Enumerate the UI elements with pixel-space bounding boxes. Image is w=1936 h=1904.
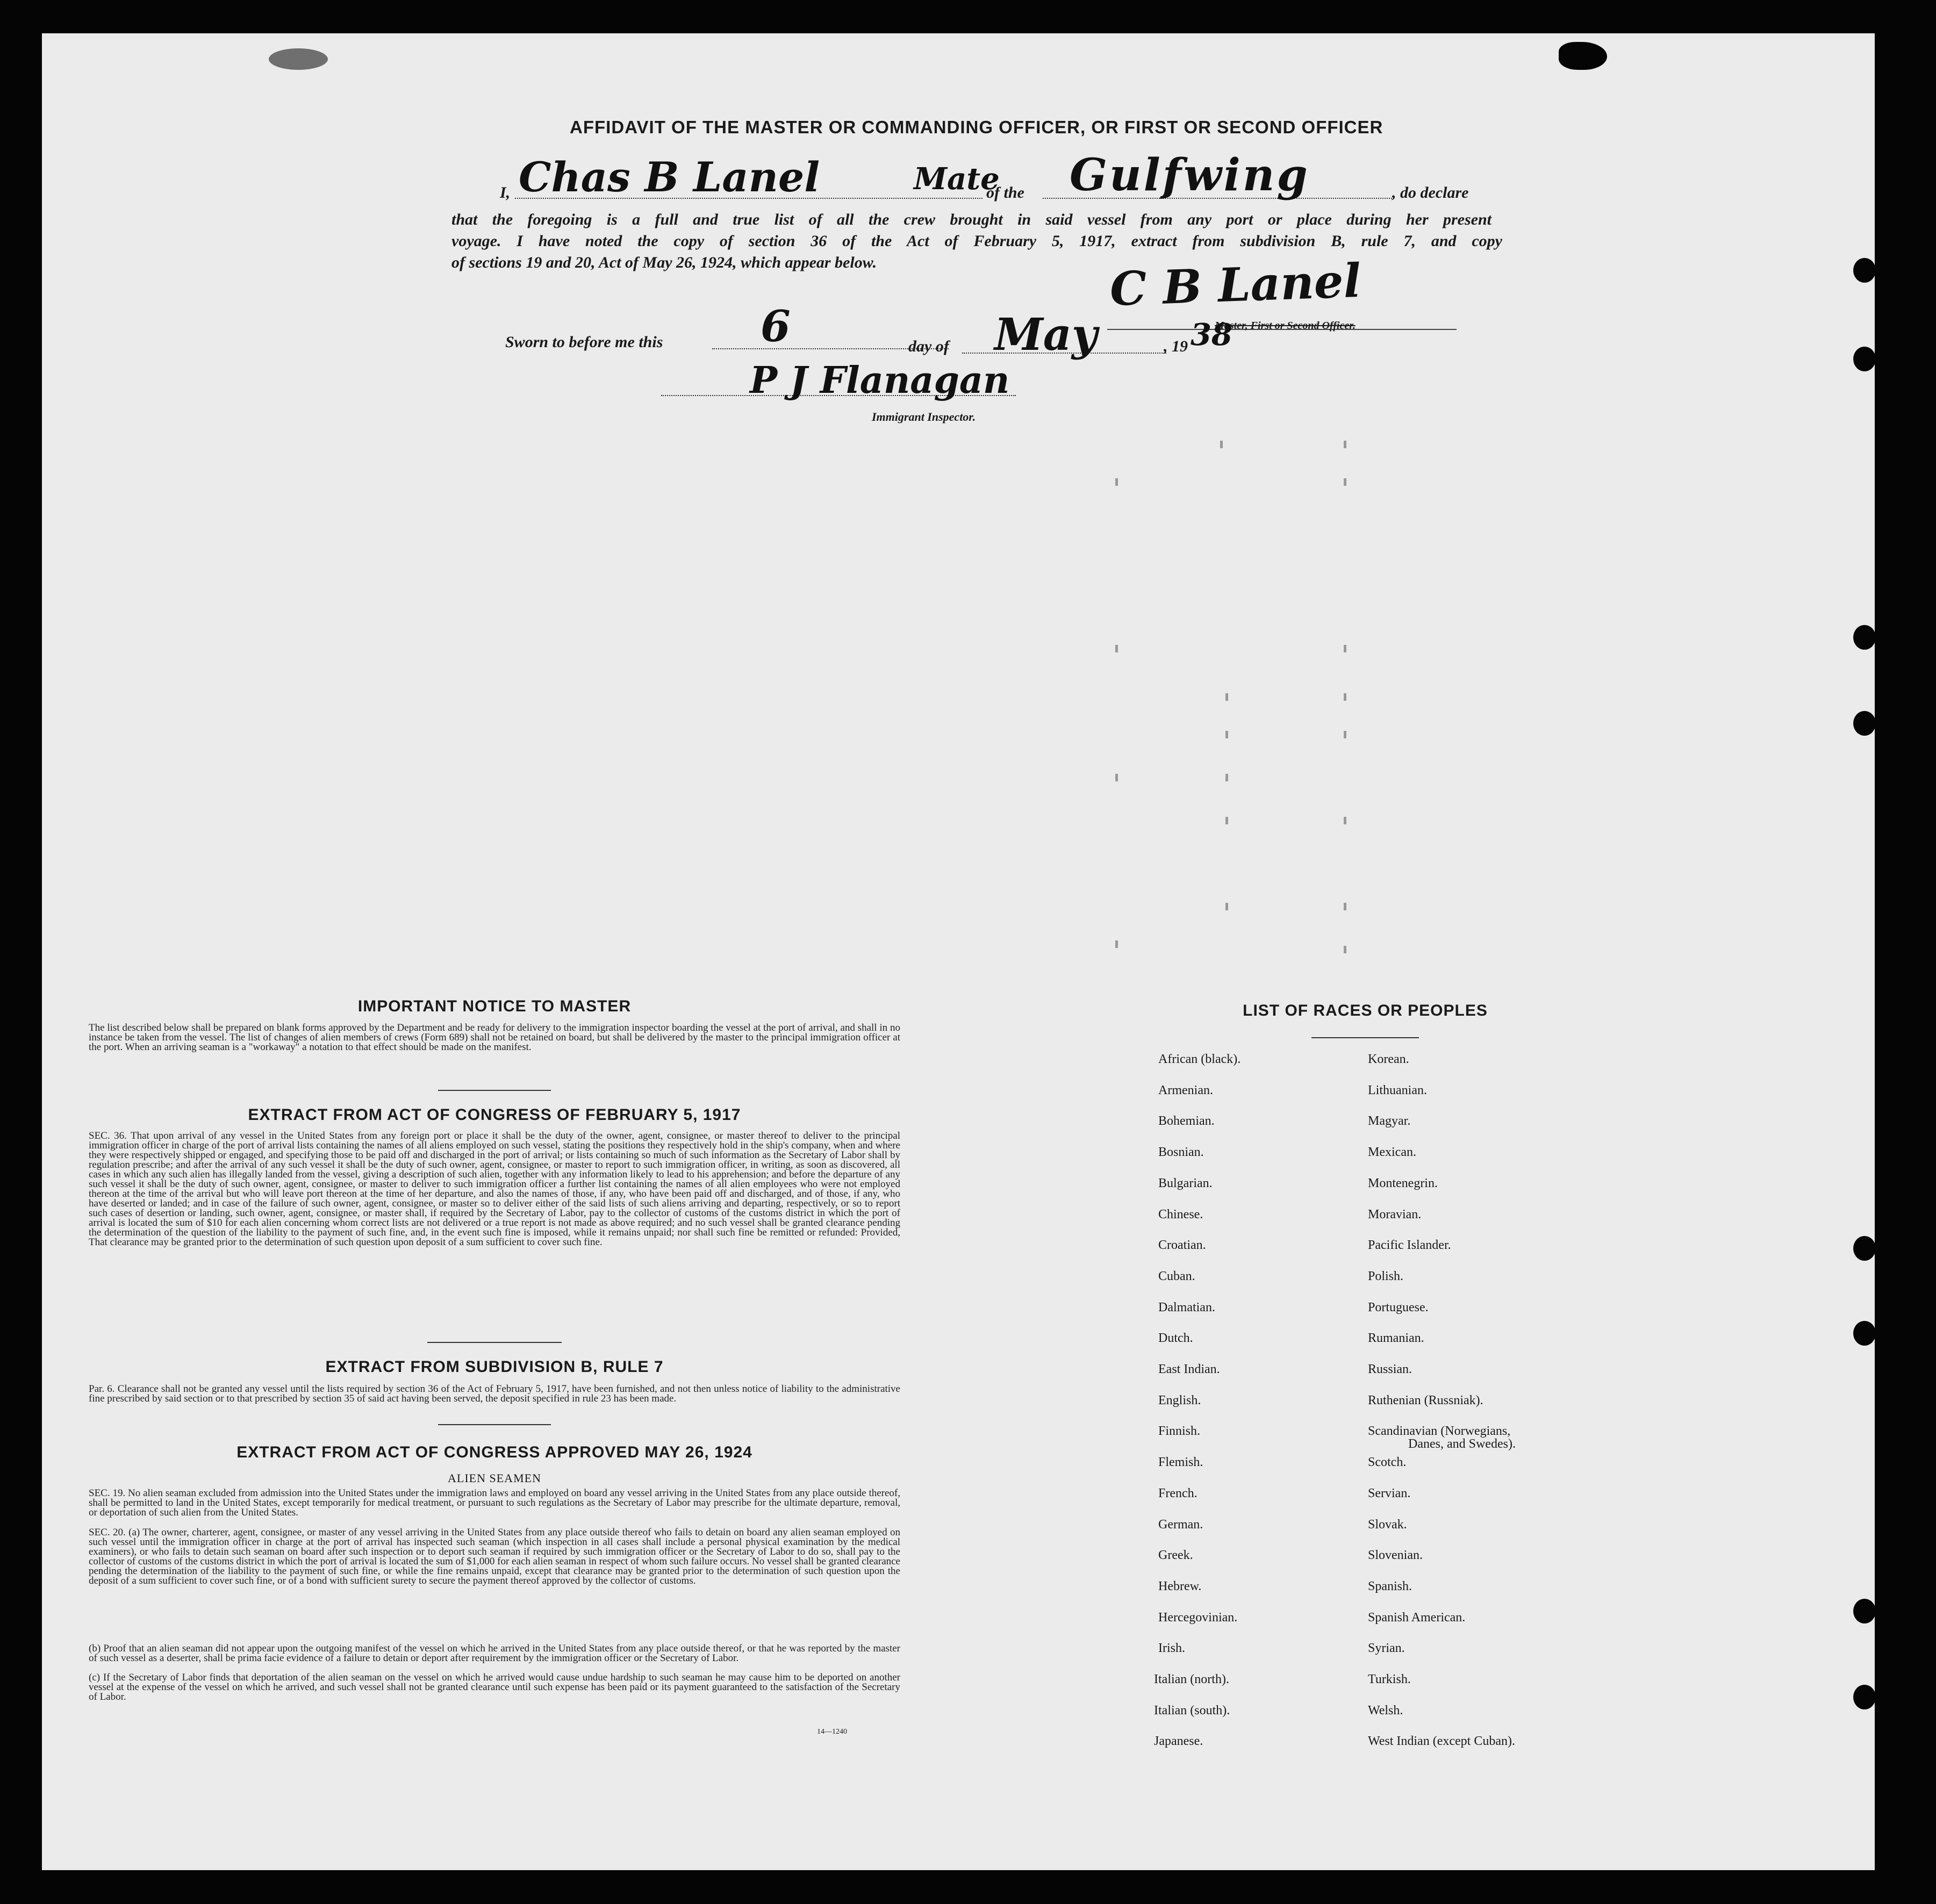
notice-text: The list described below shall be prepared on blank forms approved by the Department and be ready for delivery to the immigration inspector boarding the vessel at the port of arrival, and shall in no instance be taken from the vessel. The list of changes of alien members of crews (Form 689) shall not be retained on board, but shall be delivered by the master to the principal immigration officer at the port. When an arriving seaman is a "workaway" a notation to that effect should be made on the manifest.	[89, 1022, 900, 1053]
race-item: Dalmatian.	[1158, 1301, 1215, 1314]
race-item: Slovak.	[1368, 1518, 1407, 1532]
binder-hole	[1853, 347, 1876, 371]
race-item: Scotch.	[1368, 1455, 1407, 1469]
extract-1924-subheading: ALIEN SEAMEN	[448, 1471, 541, 1485]
extract-1917-text: SEC. 36. That upon arrival of any vessel in the United States from any foreign port or place it shall be the duty of the owner, agent, consignee, or master thereof to deliver to the principal immigration officer in charge of the port of arrival lists containing the names of all aliens employed on such vessel, stating the positions they respectively hold in the ship's company, when and where they were respectively shipped or engaged, and specifying those to be paid off and discharged in the port of arrival; or lists containing so much of such information as the Secretary of Labor shall by regulation prescribe; and after the arrival of any such vessel it shall be the duty of such owner, agent, consignee, or master to report to such immigration officer, in writing, as soon as discovered, all cases in which any such alien has illegally landed from the vessel, giving a description of such alien, together with any information likely to lead to his apprehension; and before the departure of any such vessel it shall be the duty of such owner, agent, consignee, or master to deliver to such immigration officer a further list containing the names of all alien employees who were not employed thereon at the time of the arrival but who will leave port thereon at the time of her departure, and also the names of those, if any, who have been paid off and discharged, and of those, if any, who have deserted or landed; and in case of the failure of such owner, agent, consignee, or master so to deliver either of the said lists of such aliens arriving and departing, respectively, or so to report such cases of desertion or landing, such owner, agent, consignee, or master shall, if required by the Secretary of Labor, pay to the collector of customs of the customs district in which the port of arrival is located the sum of $10 for each alien concerning whom correct lists are not delivered or a true report is not made as above required; and no such vessel shall be granted clearance pending the determination of the question of the liability to the payment of such fine, and, in the event such fine is imposed, while it remains unpaid; nor shall such fine be remitted or refunded: Provided, That clearance may be granted prior to the determination of such question upon deposit of a sum sufficient to cover such fine.	[89, 1130, 900, 1248]
of-the-label: of the	[986, 184, 1024, 202]
race-item: Montenegrin.	[1368, 1176, 1438, 1190]
extract-rule7-heading: EXTRACT FROM SUBDIVISION B, RULE 7	[325, 1358, 664, 1376]
race-item: Italian (north).	[1154, 1672, 1229, 1686]
year-handwritten: 38	[1191, 317, 1232, 353]
race-item-continuation: Danes, and Swedes).	[1408, 1437, 1516, 1451]
race-item: French.	[1158, 1486, 1198, 1500]
race-item: West Indian (except Cuban).	[1368, 1734, 1515, 1748]
binder-hole	[1853, 711, 1876, 736]
affidavit-line-2: that the foregoing is a full and true list of all the crew brought in said vessel from any port or place during her present	[451, 211, 1492, 228]
notice-heading: IMPORTANT NOTICE TO MASTER	[357, 997, 632, 1015]
race-item: Slovenian.	[1368, 1548, 1423, 1562]
race-item: Scandinavian (Norwegians,	[1368, 1424, 1511, 1438]
form-number: 14—1240	[817, 1728, 847, 1736]
race-item: Lithuanian.	[1368, 1083, 1427, 1097]
extract-rule7-text: Par. 6. Clearance shall not be granted any vessel until the lists required by section 36 of the Act of February 5, 1917, have been furnished, and not then unless notice of liability to the administrative fine prescribed by said section or to that prescribed by section 35 of said act having been served, the deposit specified in rule 23 has been made.	[89, 1383, 900, 1404]
extract-1917-heading: EXTRACT FROM ACT OF CONGRESS OF FEBRUARY 5, 1917	[248, 1106, 741, 1124]
race-item: Hercegovinian.	[1158, 1611, 1238, 1625]
race-item: German.	[1158, 1518, 1203, 1532]
race-item: Greek.	[1158, 1548, 1193, 1562]
inspector-caption: Immigrant Inspector.	[872, 410, 976, 423]
affidavit-i-label: I,	[500, 184, 511, 202]
race-item: Spanish American.	[1368, 1611, 1466, 1625]
master-signature: C B Lanel	[1109, 253, 1362, 317]
sworn-label: Sworn to before me this	[505, 333, 663, 351]
race-item: Armenian.	[1158, 1083, 1213, 1097]
race-item: English.	[1158, 1393, 1201, 1407]
binder-hole	[1853, 1599, 1876, 1623]
binder-hole	[1853, 1321, 1876, 1346]
race-item: Japanese.	[1154, 1734, 1203, 1748]
extract-1924-sec20a: SEC. 20. (a) The owner, charterer, agent, consignee, or master of any vessel arriving in the United States from any place outside thereof who fails to detain on board any alien seaman employed on such vessel until the immigration officer in charge at the port of arrival has inspected such seaman (which inspection in all cases shall include a personal physical examination by the medical examiners), or who fails to detain such seaman on board after such inspection or to deport such seaman if required by such immigration officer or the Secretary of Labor to do so, shall pay to the collector of customs of the customs district in which the port of arrival is located the sum of $1,000 for each alien seaman in respect of whom such failure occurs. No vessel shall be granted clearance pending the determination of the liability to the payment of such fine, or while the fine remains unpaid, except that clearance may be granted prior to the determination of such question upon the deposit of a sum sufficient to cover such fine, or of a bond with sufficient surety to secure the payment thereof approved by the collector of customs.	[89, 1527, 900, 1586]
affidavit-line-4: of sections 19 and 20, Act of May 26, 1924, which appear below.	[451, 254, 877, 271]
race-item: Spanish.	[1368, 1579, 1412, 1593]
race-item: Korean.	[1368, 1052, 1409, 1066]
race-item: Russian.	[1368, 1362, 1412, 1376]
officer-rank-handwritten: Mate	[914, 161, 1000, 197]
race-item: African (black).	[1158, 1052, 1241, 1066]
do-declare-label: , do declare	[1392, 184, 1469, 202]
master-caption: Master, First or Second Officer.	[1215, 320, 1356, 332]
race-item: Moravian.	[1368, 1208, 1422, 1222]
race-item: Servian.	[1368, 1486, 1411, 1500]
divider	[438, 1424, 551, 1425]
binder-hole	[1853, 625, 1876, 650]
binder-hole	[1853, 258, 1876, 283]
race-item: Turkish.	[1368, 1672, 1411, 1686]
race-item: Finnish.	[1158, 1424, 1201, 1438]
affidavit-title: AFFIDAVIT OF THE MASTER OR COMMANDING OFFICER, OR FIRST OR SECOND OFFICER	[570, 117, 1383, 137]
race-item: Syrian.	[1368, 1641, 1405, 1655]
race-item: Italian (south).	[1154, 1704, 1230, 1718]
race-item: Magyar.	[1368, 1114, 1411, 1128]
affidavit-line-3: voyage. I have noted the copy of section 36 of the Act of February 5, 1917, extract from subdivision B, rule 7, and copy	[451, 232, 1502, 250]
race-item: Rumanian.	[1368, 1331, 1424, 1345]
year-prefix: , 19	[1164, 337, 1188, 355]
extract-1924-heading: EXTRACT FROM ACT OF CONGRESS APPROVED MAY 26, 1924	[236, 1443, 752, 1461]
divider	[1311, 1037, 1419, 1038]
officer-signature: Chas B Lanel	[519, 153, 820, 201]
divider	[427, 1342, 562, 1343]
race-item: Polish.	[1368, 1269, 1404, 1283]
extract-1924-sec20b: (b) Proof that an alien seaman did not appear upon the outgoing manifest of the vessel on which he arrived in the United States from any place outside thereof, or that he was reported by the master of such vessel as a deserter, shall be prima facie evidence of a failure to detain or deport after requirement by the immigration officer or the Secretary of Labor.	[89, 1643, 900, 1664]
day-of-label: day of	[908, 337, 949, 355]
race-item: Flemish.	[1158, 1455, 1203, 1469]
extract-1924-sec19: SEC. 19. No alien seaman excluded from admission into the United States under the immigration laws and employed on board any vessel arriving in the United States from any place outside thereof, shall be permitted to land in the United States, except temporarily for medical treatment, or pursuant to such regulations as the Secretary of Labor may prescribe for the ultimate departure, removal, or deportation of such alien from the United States.	[89, 1488, 900, 1518]
race-item: Chinese.	[1158, 1208, 1203, 1222]
race-item: Dutch.	[1158, 1331, 1193, 1345]
race-item: Portuguese.	[1368, 1301, 1429, 1314]
inspector-signature: P J Flanagan	[750, 359, 1010, 402]
race-item: Pacific Islander.	[1368, 1238, 1451, 1252]
sworn-day-handwritten: 6	[761, 301, 791, 351]
race-item: Croatian.	[1158, 1238, 1206, 1252]
paper-stain	[269, 48, 328, 70]
binder-hole	[1853, 1236, 1876, 1261]
race-item: Bulgarian.	[1158, 1176, 1213, 1190]
form-page	[42, 33, 1875, 1870]
extract-1924-sec20c: (c) If the Secretary of Labor finds that deportation of the alien seaman on the vessel on which he arrived would cause undue hardship to such seaman he may cause him to be deported on another vessel at the expense of the vessel on which he arrived, and such vessel shall not be granted clearance until such expense has been paid or its payment guaranteed to the satisfaction of the Secretary of Labor.	[89, 1672, 900, 1702]
race-item: Ruthenian (Russniak).	[1368, 1393, 1483, 1407]
race-item: Bosnian.	[1158, 1145, 1204, 1159]
race-item: Cuban.	[1158, 1269, 1195, 1283]
race-item: Irish.	[1158, 1641, 1185, 1655]
race-item: Mexican.	[1368, 1145, 1416, 1159]
race-item: Welsh.	[1368, 1704, 1403, 1718]
paper-tear	[1559, 42, 1607, 70]
sworn-month-handwritten: May	[994, 309, 1098, 361]
race-item: East Indian.	[1158, 1362, 1220, 1376]
race-item: Bohemian.	[1158, 1114, 1215, 1128]
race-item: Hebrew.	[1158, 1579, 1202, 1593]
binder-hole	[1853, 1685, 1876, 1709]
divider	[438, 1090, 551, 1091]
races-heading: LIST OF RACES OR PEOPLES	[1243, 1002, 1488, 1019]
vessel-name-handwritten: Gulfwing	[1070, 149, 1310, 201]
